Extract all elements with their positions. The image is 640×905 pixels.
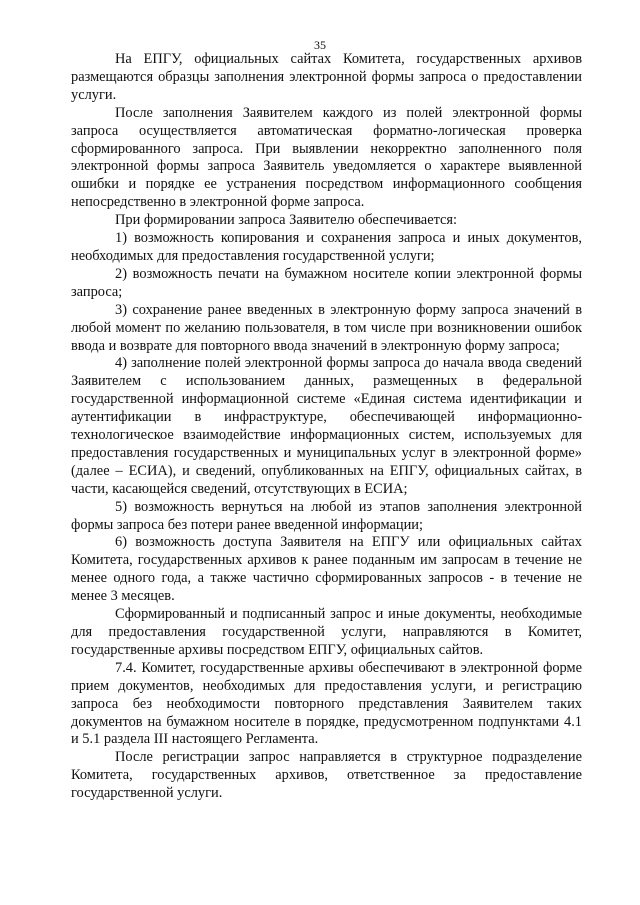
list-item: 2) возможность печати на бумажном носителе копии электронной формы запроса; bbox=[71, 265, 582, 300]
paragraph: На ЕПГУ, официальных сайтах Комитета, государственных архивов размещаются образцы заполнения электронной формы запроса о предоставлении услуги. bbox=[71, 51, 582, 103]
list-item: 3) сохранение ранее введенных в электронную форму запроса значений в любой момент по желанию пользователя, в том числе при возникновении ошибок ввода и возврате для повторного ввода значений в электронную форму запроса; bbox=[71, 301, 582, 354]
paragraph: При формировании запроса Заявителю обеспечивается: bbox=[115, 212, 458, 229]
list-item: 4) заполнение полей электронной формы запроса до начала ввода сведений Заявителем с использованием данных, размещенных в федеральной государственной информационной системе «Единая система идентификации и аутентификации в инфраструктуре, обеспечивающей информационно-технологическое взаимодействие информационных систем, используемых для предоставления государственных и муниципальных услуг в электронной форме» (далее – ЕСИА), и сведений, опубликованных на ЕПГУ, официальных сайтах, в части, касающейся сведений, отсутствующих в ЕСИА; bbox=[71, 355, 582, 497]
list-item: 5) возможность вернуться на любой из этапов заполнения электронной формы запроса без потери ранее введенной информации; bbox=[71, 498, 582, 533]
document-body bbox=[71, 51, 582, 803]
page-number: 35 bbox=[314, 38, 326, 52]
paragraph: 7.4. Комитет, государственные архивы обеспечивают в электронной форме прием документов, необходимых для предоставления услуги, и регистрацию запроса без необходимости повторного представления Заявителем таких документов на бумажном носителе в порядке, предусмотренном подпунктами 4.1 и 5.1 раздела III настоящего Регламента. bbox=[71, 659, 582, 748]
list-item: 6) возможность доступа Заявителя на ЕПГУ или официальных сайтах Комитета, государственных архивов к ранее поданным им запросам в течение не менее одного года, а также частично сформированных запросов - в течение не менее 3 месяцев. bbox=[71, 534, 582, 605]
paragraph: После регистрации запрос направляется в структурное подразделение Комитета, государственных архивов, ответственное за предоставление государственной услуги. bbox=[71, 749, 582, 802]
list-item: 1) возможность копирования и сохранения запроса и иных документов, необходимых для предоставления государственной услуги; bbox=[71, 230, 582, 264]
paragraph: Сформированный и подписанный запрос и иные документы, необходимые для предоставления государственной услуги, направляются в Комитет, государственные архивы посредством ЕПГУ, официальных сайтов. bbox=[71, 606, 582, 658]
paragraph: После заполнения Заявителем каждого из полей электронной формы запроса осуществляется автоматическая форматно-логическая проверка сформированного запроса. При выявлении некорректно заполненного поля электронной формы запроса Заявитель уведомляется о характере выявленной ошибки и порядке ее устранения посредством информационного сообщения непосредственно в электронной форме запроса. bbox=[71, 104, 582, 211]
